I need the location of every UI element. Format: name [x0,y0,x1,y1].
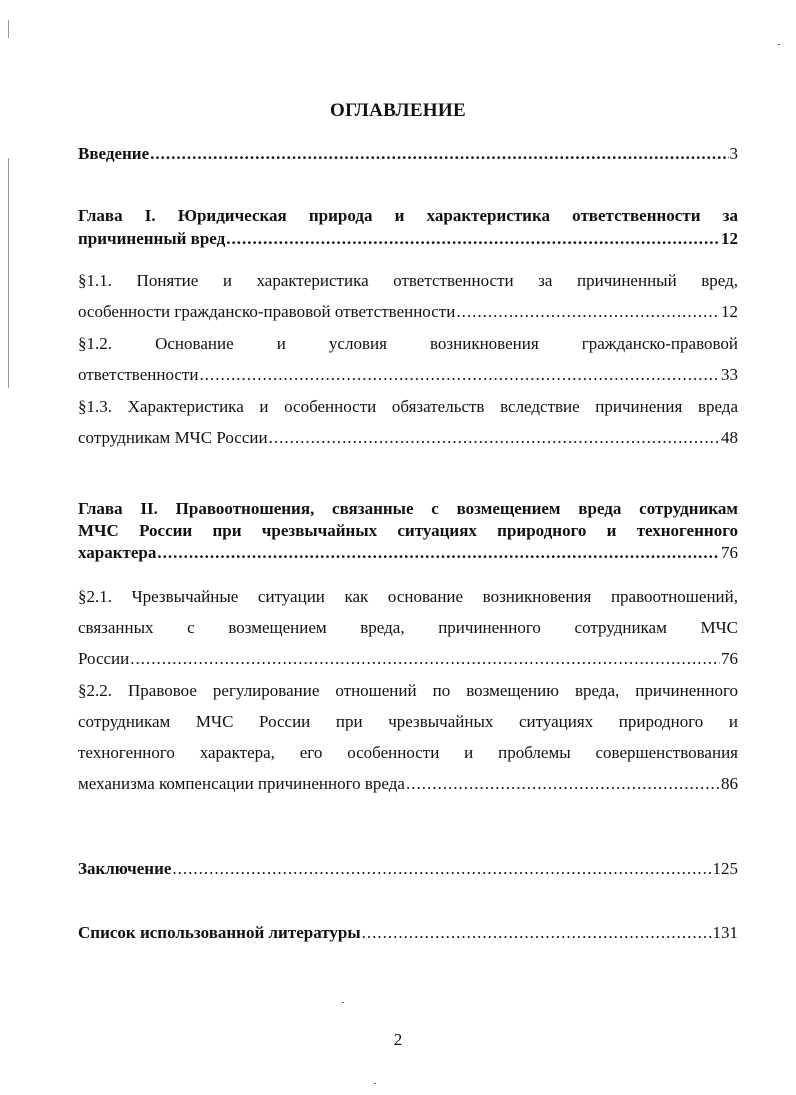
entry-page: 76 [721,649,738,668]
leader-dots [150,143,728,165]
entry-line: §1.2. Основание и условия возникновения гражданско-правовой [78,334,738,353]
chapter-1-heading[interactable] [78,205,738,227]
entry-line: особенности гражданско-правовой ответственности [78,302,456,321]
entry-page: 12 [721,229,738,248]
toc-entry-section-1-1-end[interactable] [78,301,738,323]
toc-title: ОГЛАВЛЕНИЕ [330,100,466,121]
toc-entry-section-2-2-cont[interactable] [78,711,738,733]
entry-line: сотрудникам МЧС России [78,428,268,447]
heading-line: Глава I. Юридическая природа и характеристика ответственности за [78,206,738,225]
leader-dots [130,648,720,670]
toc-entry-bibliography[interactable] [78,922,738,944]
leader-dots [456,301,720,323]
entry-line: §2.2. Правовое регулирование отношений по возмещению вреда, причиненного [78,681,738,700]
leader-dots [269,427,720,449]
leader-dots [157,542,720,564]
entry-line: механизма компенсации причиненного вреда [78,774,405,793]
toc-entry-conclusion[interactable] [78,858,738,880]
entry-line: сотрудникам МЧС России при чрезвычайных ситуациях природного и [78,712,738,731]
entry-line: ответственности [78,365,199,384]
entry-line: §2.1. Чрезвычайные ситуации как основание возникновения правоотношений, [78,587,738,606]
toc-entry-section-1-3-end[interactable] [78,427,738,449]
entry-line: §1.3. Характеристика и особенности обязательств вследствие причинения вреда [78,397,738,416]
toc-entry-section-2-2[interactable] [78,680,738,702]
page-number: 2 [393,1030,403,1049]
entry-label: Список использованной литературы [78,923,361,942]
scan-mark [8,20,9,38]
heading-line: Глава II. Правоотношения, связанные с возмещением вреда сотрудникам [78,499,738,518]
entry-page: 3 [729,144,738,163]
leader-dots [199,364,720,386]
toc-entry-section-1-3[interactable] [78,396,738,418]
leader-dots [172,858,711,880]
toc-entry-section-2-2-cont2[interactable] [78,742,738,764]
entry-page: 33 [721,365,738,384]
scan-mark [8,158,9,388]
toc-entry-section-1-2[interactable] [78,333,738,355]
leader-dots [226,228,720,250]
heading-line: характера [78,543,157,562]
entry-page: 76 [721,543,738,562]
chapter-2-heading-cont[interactable] [78,520,738,542]
toc-entry-section-1-2-end[interactable] [78,364,738,386]
entry-page: 12 [721,302,738,321]
toc-entry-section-1-1[interactable] [78,270,738,292]
entry-page: 131 [712,923,738,942]
entry-line: техногенного характера, его особенности и проблемы совершенствования [78,743,738,762]
entry-label: Введение [78,144,150,163]
entry-page: 48 [721,428,738,447]
entry-line: России [78,649,130,668]
chapter-1-heading-end[interactable] [78,228,738,250]
toc-entry-section-2-1[interactable] [78,586,738,608]
entry-label: Заключение [78,859,172,878]
chapter-2-heading[interactable] [78,498,738,520]
scan-speck [374,1083,376,1084]
scan-speck [778,44,780,45]
heading-line: причиненный вред [78,229,226,248]
toc-entry-section-2-2-end[interactable] [78,773,738,795]
toc-entry-introduction[interactable] [78,143,738,165]
toc-entry-section-2-1-cont[interactable] [78,617,738,639]
leader-dots [362,922,712,944]
entry-page: 125 [712,859,738,878]
entry-line: связанных с возмещением вреда, причиненного сотрудникам МЧС [78,618,738,637]
chapter-2-heading-end[interactable] [78,542,738,564]
heading-line: МЧС России при чрезвычайных ситуациях природного и техногенного [78,521,738,540]
entry-page: 86 [721,774,738,793]
leader-dots [406,773,720,795]
toc-entry-section-2-1-end[interactable] [78,648,738,670]
entry-line: §1.1. Понятие и характеристика ответственности за причиненный вред, [78,271,738,290]
scan-speck [342,1002,344,1003]
